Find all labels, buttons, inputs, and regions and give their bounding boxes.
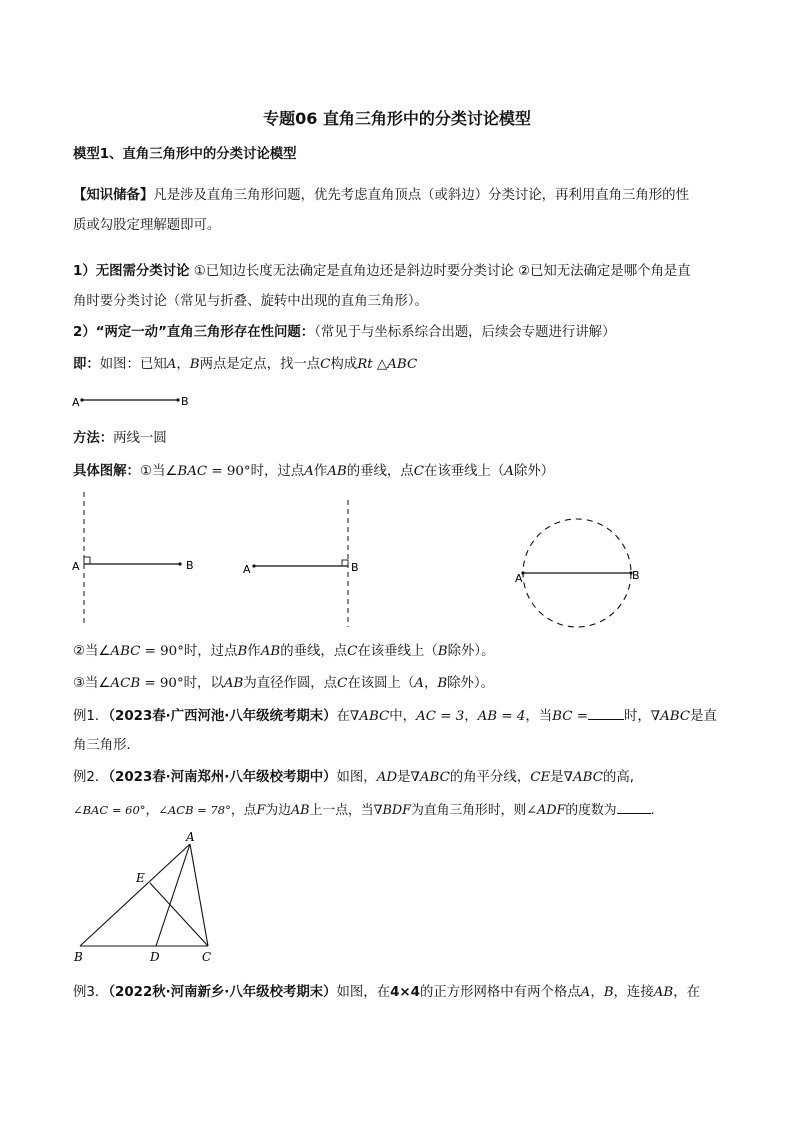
case-text: 在该垂线上（ [357,644,438,659]
example2-line-1 [73,769,634,787]
fig-label-c: C [202,950,212,964]
figure-perpendicular-at-b [240,500,370,627]
answer-blank[interactable] [617,801,651,814]
case2-line [73,643,494,661]
triangle-name: ∇ABC [650,709,691,724]
method-text: 两线一圆 [113,431,167,446]
point1-text-1: ①已知边长度无法确定是直角边还是斜边时要分类讨论 ②已知无法确定是哪个角是直 [189,264,691,279]
fig3-label-b: B [632,569,640,582]
example-text: 的度数为 [565,803,617,818]
case-text: 的垂线，点 [280,644,348,659]
condition-bc: BC = [552,709,588,724]
separator: ， [423,676,438,691]
figure-perpendicular-at-a [70,492,210,627]
example-text: . [650,803,655,818]
example-label: 例1． [73,709,109,724]
example2-line-2 [73,801,655,820]
example-text: ，连接 [613,985,654,1000]
model-heading: 模型1、直角三角形中的分类讨论模型 [73,147,297,162]
fig-label-d: D [150,950,160,964]
angle-acb: ACB [110,676,141,691]
triangle-name: ∇ABC [563,770,603,785]
detail-text: 作 [313,464,328,479]
case-text: ③当∠ [73,676,111,691]
example3-line [73,984,700,1002]
case-text: 作 [247,644,261,659]
example-source: （2023春·广西河池·八年级统考期末） [108,709,337,724]
example-text: 的正方形网格中有两个格点 [419,985,581,1000]
example-text: 是直 [690,709,717,724]
intro-text: 如图：已知 [99,357,167,372]
example-text: 如图，在 [336,985,391,1000]
detail-text: 除外） [513,464,555,479]
example1-line-2: 角三角形． [73,738,140,753]
separator: ， [176,357,190,372]
example-source: （2023春·河南郑州·八年级校考期中） [108,770,337,785]
knowledge-text-1: 凡是涉及直角三角形问题，优先考虑直角顶点（或斜边）分类讨论，再利用直角三角形的性 [153,188,689,203]
angle-value: = 90° [140,676,184,691]
point-a: A [304,464,314,479]
point1-label: 1）无图需分类讨论 [73,264,190,279]
grid-size: 4×4 [390,985,420,1000]
example1-line-1 [73,707,717,726]
case-text: 除外）。 [447,644,495,659]
figure-circle-diameter-ab [508,518,648,630]
triangle-name: ∇BDF [373,803,412,818]
point2-text: （常见于与坐标系综合出题，后续会专题进行讲解） [314,325,616,340]
intro-text: 两点是定点，找一点 [199,357,321,372]
example-text: 为边 [265,803,291,818]
angle-abc: ABC [110,644,141,659]
triangle-symbol: △ [376,357,388,372]
example-text: ，当 [525,709,553,724]
intro-text: 构成 [330,357,358,372]
example-text: 如图， [336,770,377,785]
example-text: ， [145,803,159,818]
example-text: 时， [623,709,651,724]
example-text: ，在 [673,985,701,1000]
example-text: ， [464,709,478,724]
case-text: ②当∠ [73,644,111,659]
example-label: 例3． [73,985,109,1000]
point-c: C [347,644,358,659]
example-text: 为直角三角形时，则 [411,803,527,818]
method-label: 方法： [73,431,114,446]
separator: ， [590,985,604,1000]
case-text: 除外）。 [447,676,495,691]
case-text: 为直径作圆，点 [243,676,338,691]
angle-bac: ∠BAC = 60° [73,803,146,817]
detail-text: 在该垂线上（ [423,464,505,479]
example-text: 的角平分线， [449,770,531,785]
knowledge-text-2: 质或勾股定理解题即可。 [73,218,221,233]
fig-label-a: A [186,830,195,844]
method-line [73,430,167,448]
case-text: 时，以 [183,676,224,691]
detail-text: ①当∠ [139,464,178,479]
point-a: A [504,464,514,479]
case-text: 在该圆上（ [347,676,415,691]
triangle-name: ∇ABC [410,770,450,785]
point-c: C [337,676,348,691]
fig1-label-a: A [72,560,80,573]
triangle-name: ∇ABC [349,709,390,724]
example-text: 上一点，当 [309,803,374,818]
point-c: C [320,357,331,372]
point-b: B [603,985,614,1000]
angle-acb: ∠ACB = 78° [158,803,231,817]
angle-value: = 90° [140,644,184,659]
detail-line [73,463,554,481]
point-b: B [437,676,448,691]
answer-blank[interactable] [588,707,624,720]
knowledge-line-1 [73,187,689,205]
intro-line [73,356,417,374]
point-f: F [256,803,266,818]
case-text: 时，过点 [183,644,238,659]
segment-ad: AD [376,770,398,785]
rt-symbol: Rt [357,357,373,372]
point1-line-1 [73,263,691,281]
segment-ab: AB [223,676,244,691]
example-text: 的高, [603,770,635,785]
intro-label: 即： [73,357,100,372]
example-text: ，点 [230,803,257,818]
segment-ab: AB [653,985,674,1000]
knowledge-tag: 【知识储备】 [73,188,154,203]
angle-adf: ∠ADF [526,803,566,818]
triangle-name: ABC [387,357,418,372]
segment-ce: CE [530,770,551,785]
example-text: 中， [389,709,417,724]
fig-label-e: E [136,871,145,885]
condition-ab: AB = 4 [477,709,526,724]
point2-line [73,324,615,342]
example-text: 在 [336,709,350,724]
case3-line [73,675,494,693]
detail-text: 时，过点 [250,464,305,479]
point-a: A [166,357,177,372]
example-label: 例2． [73,770,109,785]
point-b: B [437,644,448,659]
detail-label: 具体图解： [73,464,140,479]
fig3-label-a: A [515,572,523,585]
detail-text: 的垂线，点 [346,464,414,479]
figure-triangle-abc [70,830,230,970]
angle-bac: BAC [177,464,208,479]
point1-text-2: 角时要分类讨论（常见与折叠、旋转中出现的直角三角形）。 [73,294,428,309]
segment-ab: AB [290,803,310,818]
segment-label-a: A [72,396,80,409]
page-title: 专题06 直角三角形中的分类讨论模型 [263,109,531,128]
segment-ab-figure [70,390,200,412]
example-text: 是 [550,770,564,785]
angle-value: = 90° [207,464,251,479]
point-a: A [414,676,424,691]
example-text: 是 [397,770,411,785]
point-a: A [580,985,591,1000]
fig1-label-b: B [186,559,194,572]
point-b: B [189,357,200,372]
segment-label-b: B [181,395,189,408]
segment-ab: AB [260,644,281,659]
fig2-label-b: B [351,561,359,574]
point-c: C [413,464,424,479]
point2-label: 2）“两定一动”直角三角形存在性问题： [73,325,315,340]
point-b: B [237,644,248,659]
condition-ac: AC = 3 [416,709,465,724]
fig2-label-a: A [243,563,251,576]
example-source: （2022秋·河南新乡·八年级校考期末） [108,985,337,1000]
segment-ab: AB [327,464,347,479]
fig-label-b: B [74,950,83,964]
